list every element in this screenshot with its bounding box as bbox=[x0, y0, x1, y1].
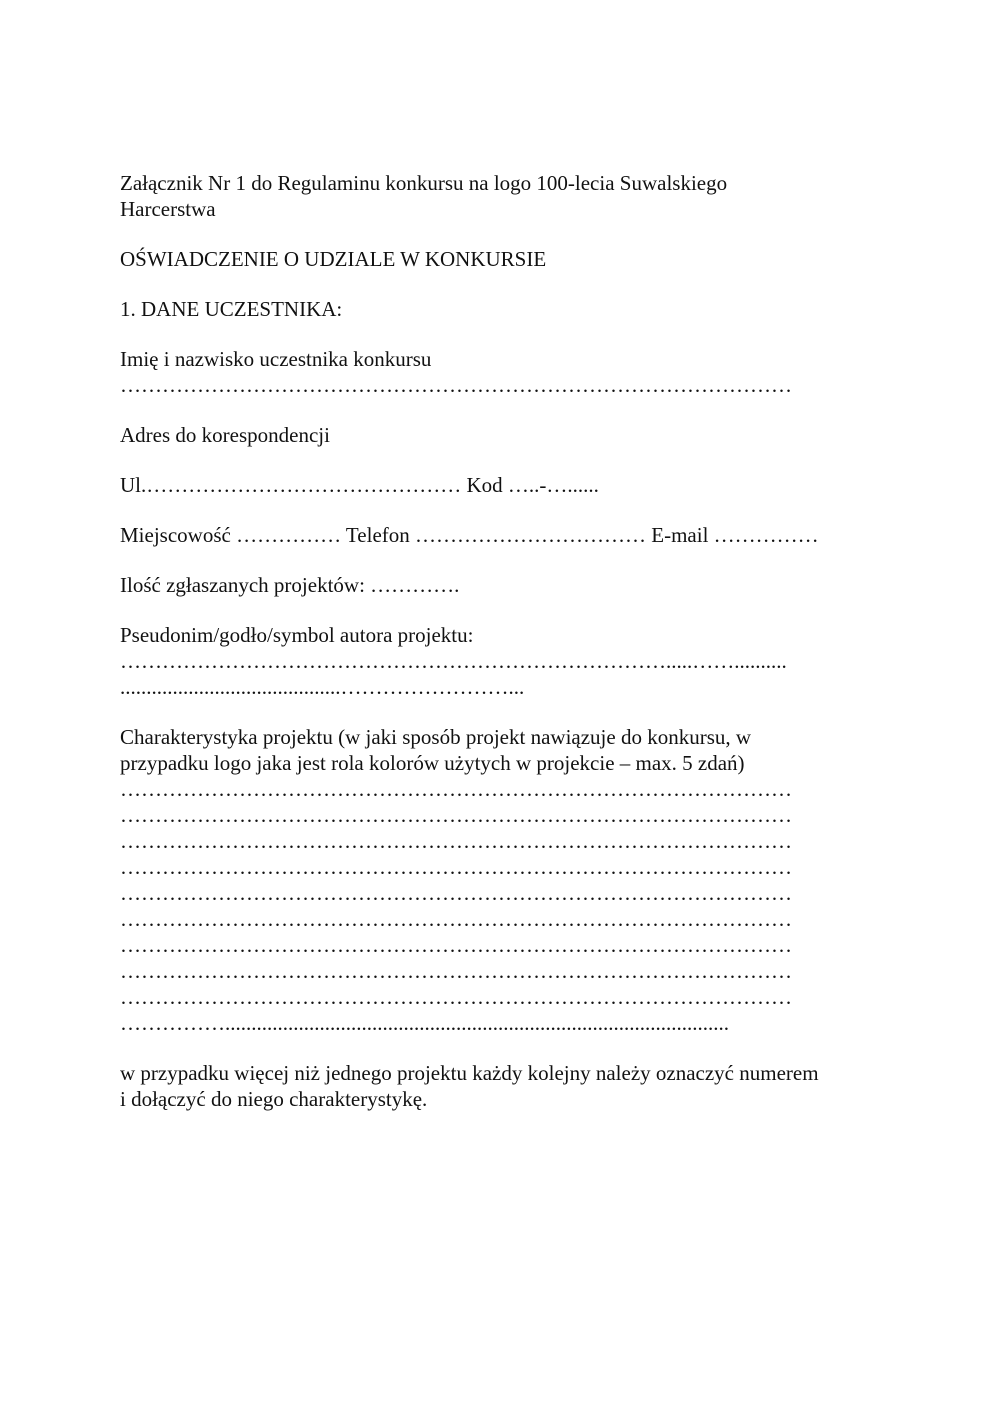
participant-name-dots: …………………………………………………………………………………… bbox=[120, 373, 792, 397]
characteristics-dots: …………………………………………………………………………………… bbox=[120, 855, 792, 879]
attachment-header-line1: Załącznik Nr 1 do Regulaminu konkursu na logo 100-lecia Suwalskiego bbox=[120, 171, 728, 195]
address-label: Adres do korespondencji bbox=[120, 423, 330, 447]
characteristics-dots: …………………………………………………………………………………… bbox=[120, 881, 792, 905]
document-body bbox=[120, 170, 900, 1136]
characteristics-dots: …………………………………………………………………………………… bbox=[120, 829, 792, 853]
characteristics-field bbox=[120, 724, 900, 1036]
characteristics-dots: …………………………………………………………………………………… bbox=[120, 777, 792, 801]
footer-note-line2: i dołączyć do niego charakterystykę. bbox=[120, 1087, 428, 1111]
pseudonym-field bbox=[120, 622, 900, 700]
pseudonym-dots-2: ..........................................……………………... bbox=[120, 675, 525, 699]
characteristics-dots: ……………................................................................................................ bbox=[120, 1011, 729, 1035]
characteristics-dots: …………………………………………………………………………………… bbox=[120, 907, 792, 931]
pseudonym-label: Pseudonim/godło/symbol autora projektu: bbox=[120, 623, 474, 647]
city-phone-email-field: Miejscowość …………… Telefon …………………………… E-mail …………… bbox=[120, 523, 819, 547]
characteristics-dots: …………………………………………………………………………………… bbox=[120, 985, 792, 1009]
pseudonym-dots-1: …………………………………………………………………….....…….......... bbox=[120, 649, 787, 673]
document-title: OŚWIADCZENIE O UDZIALE W KONKURSIE bbox=[120, 247, 547, 271]
characteristics-label-line1: Charakterystyka projektu (w jaki sposób projekt nawiązuje do konkursu, w bbox=[120, 725, 752, 749]
characteristics-dots: …………………………………………………………………………………… bbox=[120, 803, 792, 827]
attachment-header-line2: Harcerstwa bbox=[120, 197, 216, 221]
characteristics-dots: …………………………………………………………………………………… bbox=[120, 959, 792, 983]
characteristics-dots: …………………………………………………………………………………… bbox=[120, 933, 792, 957]
street-postal-field: Ul.……………………………………… Kod …..-…...... bbox=[120, 473, 599, 497]
participant-name-label: Imię i nazwisko uczestnika konkursu bbox=[120, 347, 432, 371]
section-heading: 1. DANE UCZESTNIKA: bbox=[120, 297, 343, 321]
attachment-header bbox=[120, 170, 900, 222]
participant-name-field bbox=[120, 346, 900, 398]
projects-count-field: Ilość zgłaszanych projektów: …………. bbox=[120, 573, 460, 597]
footer-note bbox=[120, 1060, 900, 1112]
characteristics-label-line2: przypadku logo jaka jest rola kolorów użytych w projekcie – max. 5 zdań) bbox=[120, 751, 745, 775]
footer-note-line1: w przypadku więcej niż jednego projektu każdy kolejny należy oznaczyć numerem bbox=[120, 1061, 819, 1085]
